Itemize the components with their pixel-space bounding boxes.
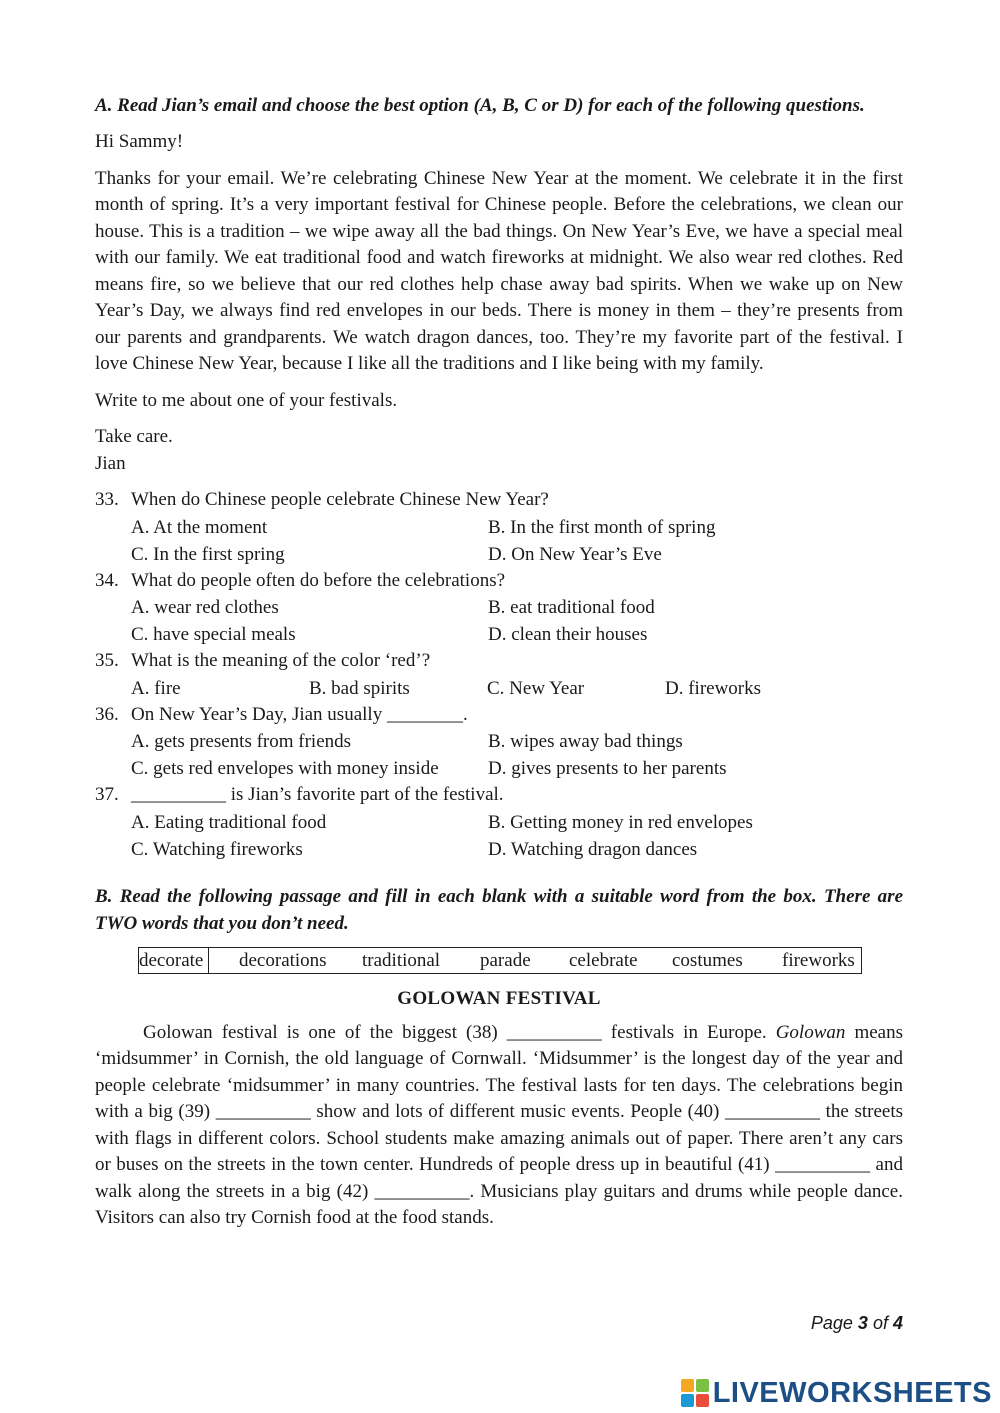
email-signature: Jian xyxy=(95,452,126,474)
question-text: What do people often do before the celebrations? xyxy=(131,569,506,591)
option-b[interactable]: B. Getting money in red envelopes xyxy=(488,811,753,833)
word-box-item: traditional xyxy=(362,949,441,971)
page-of: of xyxy=(872,1313,888,1333)
question-36-options xyxy=(95,728,903,782)
option-d[interactable]: D. fireworks xyxy=(665,677,762,699)
word-box xyxy=(138,947,862,974)
question-37 xyxy=(95,782,903,809)
word-box-item: costumes xyxy=(672,949,743,971)
email-closing: Take care. xyxy=(95,426,173,447)
passage-part-2: means ‘midsummer’ in Cornish, the old language of Cornwall. ‘Midsummer’ is the longest day of the year and people celebrate ‘midsummer’ in many countries. The festival lasts for ten days. The celebrations begin with a big (39) __________ show and lots of different music events. People (40) __________ the streets with flags in different colors. School students make amazing animals out of paper. There aren’t any cars or buses on the streets in the town center. Hundreds of people dress up in beautiful (41) __________ and walk along the streets in a big (42) __________. Musicians play guitars and drums while people dance. Visitors can also try Cornish food at the food stands. xyxy=(95,1021,903,1228)
word-box-item: parade xyxy=(480,949,531,971)
question-34-options xyxy=(95,594,903,648)
page-number xyxy=(811,1313,903,1334)
word-box-item: celebrate xyxy=(569,949,638,971)
question-number: 33. xyxy=(95,489,119,510)
option-a[interactable]: A. fire xyxy=(131,677,181,699)
option-d[interactable]: D. clean their houses xyxy=(488,624,648,645)
email-body: Thanks for your email. We’re celebrating Chinese New Year at the moment. We celebrate it in the first month of spring. It’s a very important festival for Chinese people. Before the celebrations, we clean our house. This is a tradition – we wipe away all the bad things. On New Year’s Eve, we have a special meal with our family. We eat traditional food and watch fireworks at midnight. We also wear red clothes. Red means fire, so we believe that our red clothes help chase away bad spirits. When we wake up on New Year’s Day, we always find red envelopes in our beds. There is money in them – they’re presents from our parents and grandparents. We watch dragon dances, too. They’re my favorite part of the festival. I love Chinese New Year, because I like all the traditions and I like being with my family. xyxy=(95,167,903,374)
option-d[interactable]: D. On New Year’s Eve xyxy=(488,543,662,565)
option-a[interactable]: A. Eating traditional food xyxy=(131,811,327,833)
liveworksheets-logo-icon xyxy=(681,1379,709,1407)
question-text: __________ is Jian’s favorite part of the festival. xyxy=(131,784,504,805)
option-b[interactable]: B. wipes away bad things xyxy=(488,731,683,752)
word-box-item: decorate xyxy=(139,949,204,971)
question-text: When do Chinese people celebrate Chinese New Year? xyxy=(131,489,549,510)
question-text: On New Year’s Day, Jian usually ________. xyxy=(131,703,468,725)
option-c[interactable]: C. Watching fireworks xyxy=(131,838,303,860)
question-number: 37. xyxy=(95,784,119,805)
question-33 xyxy=(95,487,903,514)
option-b[interactable]: B. eat traditional food xyxy=(488,597,655,618)
option-b[interactable]: B. bad spirits xyxy=(309,677,410,699)
section-b xyxy=(95,883,903,1232)
section-a-heading: A. Read Jian’s email and choose the best option (A, B, C or D) for each of the following questions. xyxy=(95,95,865,116)
question-number: 36. xyxy=(95,703,119,725)
option-d[interactable]: D. gives presents to her parents xyxy=(488,758,727,779)
question-34 xyxy=(95,568,903,595)
email-greeting: Hi Sammy! xyxy=(95,131,184,152)
question-36 xyxy=(95,702,903,729)
page-word: Page xyxy=(810,1313,853,1333)
option-b[interactable]: B. In the first month of spring xyxy=(488,516,716,538)
word-box-divider xyxy=(208,948,209,973)
section-b-heading: B. Read the following passage and fill in each blank with a suitable word from the box. There are TWO words that you don’t need. xyxy=(95,885,903,934)
passage-part-1: Golowan festival is one of the biggest (38) __________ festivals in Europe. xyxy=(143,1021,776,1043)
word-box-item: decorations xyxy=(239,949,327,971)
question-33-options xyxy=(95,514,903,568)
option-c[interactable]: C. gets red envelopes with money inside xyxy=(131,758,439,779)
passage-text xyxy=(95,1020,903,1232)
brand-name: LIVEWORKSHEETS xyxy=(712,1376,992,1409)
question-35-options xyxy=(95,675,903,702)
option-a[interactable]: A. At the moment xyxy=(131,516,268,538)
page-total: 4 xyxy=(892,1313,903,1333)
option-a[interactable]: A. wear red clothes xyxy=(131,597,279,618)
word-box-item: fireworks xyxy=(782,949,855,971)
email-request: Write to me about one of your festivals. xyxy=(95,389,398,411)
option-c[interactable]: C. have special meals xyxy=(131,624,296,645)
question-text: What is the meaning of the color ‘red’? xyxy=(131,650,431,671)
option-c[interactable]: C. In the first spring xyxy=(131,543,285,565)
passage-title: GOLOWAN FESTIVAL xyxy=(397,987,601,1009)
question-number: 35. xyxy=(95,650,119,671)
option-d[interactable]: D. Watching dragon dances xyxy=(488,838,698,860)
liveworksheets-brand xyxy=(681,1375,992,1411)
page-current: 3 xyxy=(857,1313,868,1333)
question-35 xyxy=(95,648,903,675)
option-c[interactable]: C. New Year xyxy=(487,677,585,699)
question-37-options xyxy=(95,809,903,863)
passage-italic-word: Golowan xyxy=(775,1021,846,1043)
option-a[interactable]: A. gets presents from friends xyxy=(131,731,352,752)
question-number: 34. xyxy=(95,569,119,591)
worksheet-page xyxy=(95,92,903,1232)
